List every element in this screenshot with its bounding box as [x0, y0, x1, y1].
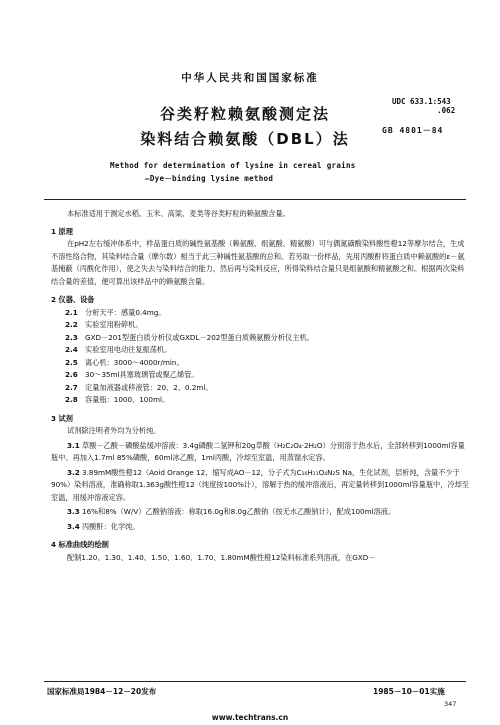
- udc-code: UDC 633.1:543 .062: [392, 97, 456, 115]
- section-1-text: 在pH2左右缓冲体系中，样品蛋白质的碱性氨基酸（赖氨酸、组氨酸、精氨酸）可与偶氮磺酸染料酸性橙12等摩尔结合，生成不溶性络合物，其染料结合量（摩尔数）相当于此三种碱性氨基酸的总和。若另取一份样品，先用丙酸酐将蛋白质中赖氨酸的ε－氨基掩蔽（丙酰化作用），使之失去与染料结合的能力，然后再与染料反应，所得染料结合量只是组氨酸和精氨酸之和。根据两次染料结合量的差值，便可算出该样品中的赖氨酸含量。: [51, 239, 465, 286]
- section-4-heading: 4 标准曲线的绘制: [51, 540, 109, 549]
- list-item: 2.3 GXD－201型蛋白质分析仪或GXDL－202型蛋白质赖氨酸分析仪主机。: [65, 332, 314, 342]
- section-1-heading: 1 原理: [51, 226, 73, 236]
- issue-date: 国家标准局1984－12－20发布: [47, 687, 157, 696]
- list-item: 3.2 3.89mM酸性橙12（Aoid Orange 12，缩写成AO－12，分子式为C₁₆H₁₁O₄N₂S Na，生化试剂，层析纯，含量不少于90%）染料溶液，准确称取1.363g酸性橙12（纯度按100%计），溶解于热的缓冲溶液后，再定量转移到1000ml容量瓶中，冷却至室温，用缓冲溶液定容。: [51, 467, 469, 502]
- list-item: 2.6 30～35ml具塞玻璃管或聚乙烯管。: [65, 370, 199, 379]
- header-divider: [44, 199, 466, 200]
- list-item: 3.3 16%和8%（W/V）乙酸钠溶液：称取16.0g和8.0g乙酸钠（按无水乙酸钠计），配成100ml溶液。: [67, 507, 396, 516]
- list-item: 3.1 草酸－乙酸－磷酸盐缓冲溶液：3.4g磷酸二氢钾和20g草酸（H₂C₂O₄·2H₂O）分别溶于热水后，全部转移到1000ml容量瓶中。再加入1.7ml 85%磷酸，60ml冰乙酸，1ml丙酸，冷却至室温，用蒸馏水定容。: [51, 440, 465, 462]
- national-standard-heading: 中华人民共和国国家标准: [181, 72, 319, 84]
- footer-divider: [44, 681, 466, 682]
- list-item: 3.4 丙酸酐：化学纯。: [67, 521, 140, 531]
- intro-paragraph: 本标准适用于测定水稻、玉米、高粱、麦类等谷类籽粒的赖氨酸含量。: [67, 209, 290, 218]
- section-2-list: [51, 307, 469, 407]
- document-title: 谷类籽粒赖氨酸测定法: [159, 105, 330, 123]
- section-3-heading: 3 试剂: [51, 413, 73, 423]
- section-3-intro: 试剂除注明者外均为分析纯。: [67, 426, 161, 435]
- page-number: 347: [444, 700, 457, 708]
- gb-standard-number: GB 4801－84: [382, 126, 444, 135]
- effective-date: 1985－10－01实施: [373, 687, 445, 696]
- english-title: Method for determination of lysine in cereal grains: [110, 161, 356, 170]
- english-subtitle: —Dye－binding lysine method: [145, 174, 274, 183]
- list-item: 2.2 实验室用粉碎机。: [65, 320, 143, 329]
- list-item: 2.5 离心机：3000～4000r/min。: [65, 357, 184, 367]
- list-item: 2.1 分析天平：感量0.4mg。: [65, 307, 166, 317]
- list-item: 2.7 定量加液器或移液管：20、2、0.2ml。: [65, 382, 213, 392]
- list-item: 2.8 容量瓶：1000、100ml。: [65, 395, 170, 404]
- section-2-heading: 2 仪器、设备: [51, 295, 95, 304]
- document-subtitle: 染料结合赖氨酸（DBL）法: [140, 130, 350, 148]
- list-item: 2.4 实验室用电动往复振荡机。: [65, 345, 172, 354]
- document-body: [51, 208, 469, 564]
- website-watermark: www.techtrans.cn: [211, 713, 289, 722]
- section-4-text: 配制1.20、1.30、1.40、1.50、1.60、1.70、1.80mM酸性橙12染料标准系列溶液，在GXD－: [67, 552, 376, 562]
